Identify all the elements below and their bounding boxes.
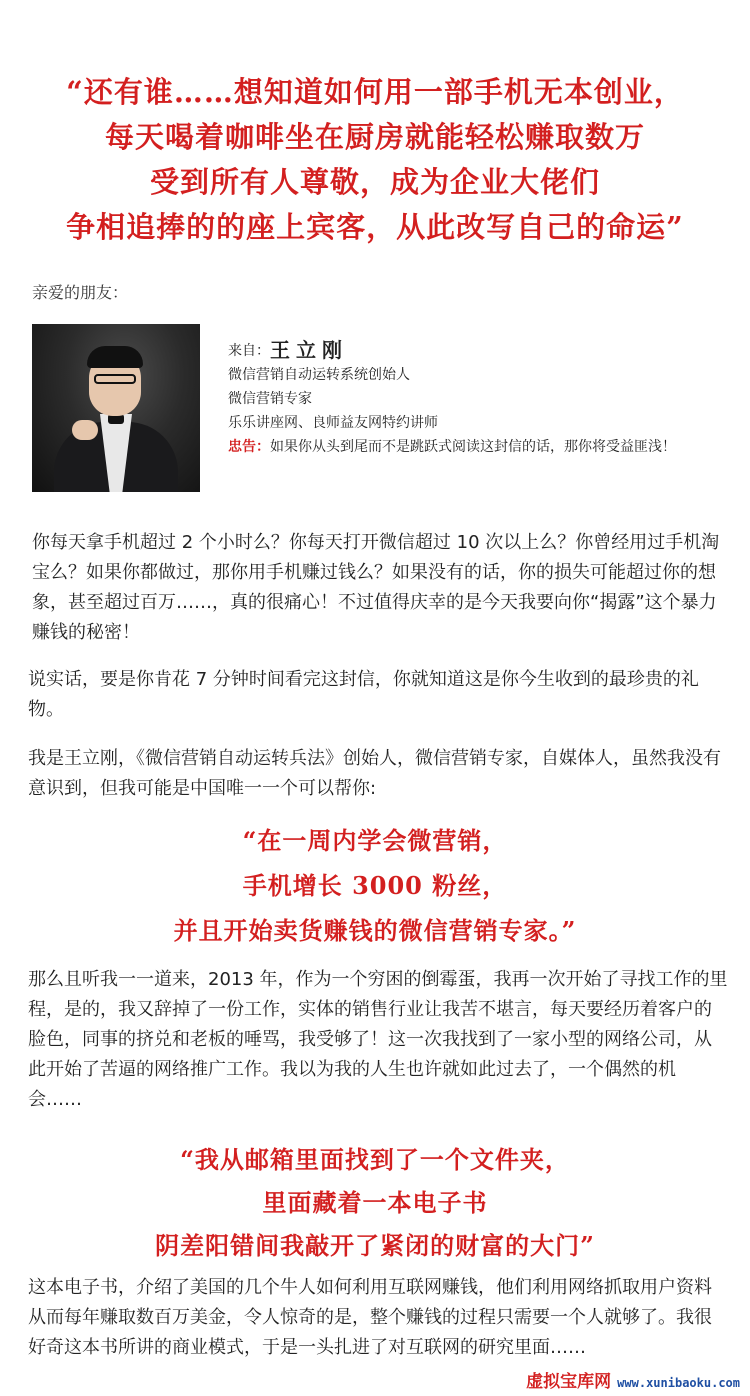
warning-text: 如果你从头到尾而不是跳跃式阅读这封信的话，那你将受益匪浅！ [270,439,676,455]
paragraph-honest: 说实话，要是你肯花 7 分钟时间看完这封信，你就知道这是你今生收到的最珍贵的礼物。 [28,669,699,720]
watermark [520,1369,750,1395]
headline-1-line: 争相追捧的的座上宾客，从此改写自己的命运” [66,210,684,244]
author-photo [32,324,200,492]
headline-2-line: “在一周内学会微营销， [242,826,508,855]
watermark-url: www.xunibaoku.com [617,1376,740,1390]
headline-1-line: 每天喝着咖啡坐在厨房就能轻松赚取数万 [104,120,645,154]
paragraph-story: 那么且听我一一道来，2013 年，作为一个穷困的倒霉蛋，我再一次开始了寻找工作的里程，是的，我又辞掉了一份工作，实体的销售行业让我苦不堪言，每天要经历着客户的脸色，同事的挤兑和老板的唾骂，我受够了！这一次我找到了一家小型的网络公司，从此开始了苦逼的网络推广工作。我以为我的人生也许就如此过去了，一个偶然的机会…… [28,969,728,1110]
author-title: 微信营销专家 [228,391,312,407]
paragraph-intro: 你每天拿手机超过 2 个小时么？你每天打开微信超过 10 次以上么？你曾经用过手机淘宝么？如果你都做过，那你用手机赚过钱么？如果没有的话，你的损失可能超过你的想象，甚至超过百万……，真的很痛心！不过值得庆幸的是今天我要向你“揭露”这个暴力赚钱的秘密！ [32,532,720,643]
headline-1-line: “还有谁……想知道如何用一部手机无本创业， [66,75,684,109]
paragraph-about-me: 我是王立刚，《微信营销自动运转兵法》创始人，微信营销专家，自媒体人，虽然我没有意识到，但我可能是中国唯一一个可以帮你: [28,748,721,799]
author-from-label: 来自： [228,343,270,359]
watermark-name: 虚拟宝库网 [526,1372,612,1392]
paragraph-ebook: 这本电子书，介绍了美国的几个牛人如何利用互联网赚钱，他们利用网络抓取用户资料从而每年赚取数百万美金，令人惊奇的是，整个赚钱的过程只需要一个人就够了。我很好奇这本书所讲的商业模式，于是一头扎进了对互联网的研究里面…… [28,1277,712,1358]
headline-3-line: “我从邮箱里面找到了一个文件夹， [180,1145,570,1174]
headline-2-line: 手机增长 3000 粉丝， [242,871,508,900]
author-info [228,338,718,459]
headline-3-line: 阴差阳错间我敲开了紧闭的财富的大门” [155,1231,595,1260]
headline-2 [0,818,750,953]
greeting: 亲爱的朋友： [32,283,129,302]
author-name: 王立刚 [270,338,348,362]
author-warning [228,435,718,459]
warning-label: 忠告： [228,439,270,455]
headline-2-line: 并且开始卖货赚钱的微信营销专家。” [173,916,577,945]
headline-3-line: 里面藏着一本电子书 [262,1188,488,1217]
author-card [32,324,732,492]
author-title: 乐乐讲座网、良师益友网特约讲师 [228,415,438,431]
headline-1-line: 受到所有人尊敬，成为企业大佬们 [149,165,600,199]
headline-3 [0,1138,750,1267]
headline-1 [0,70,750,250]
author-from [228,338,718,363]
author-title: 微信营销自动运转系统创始人 [228,367,410,383]
